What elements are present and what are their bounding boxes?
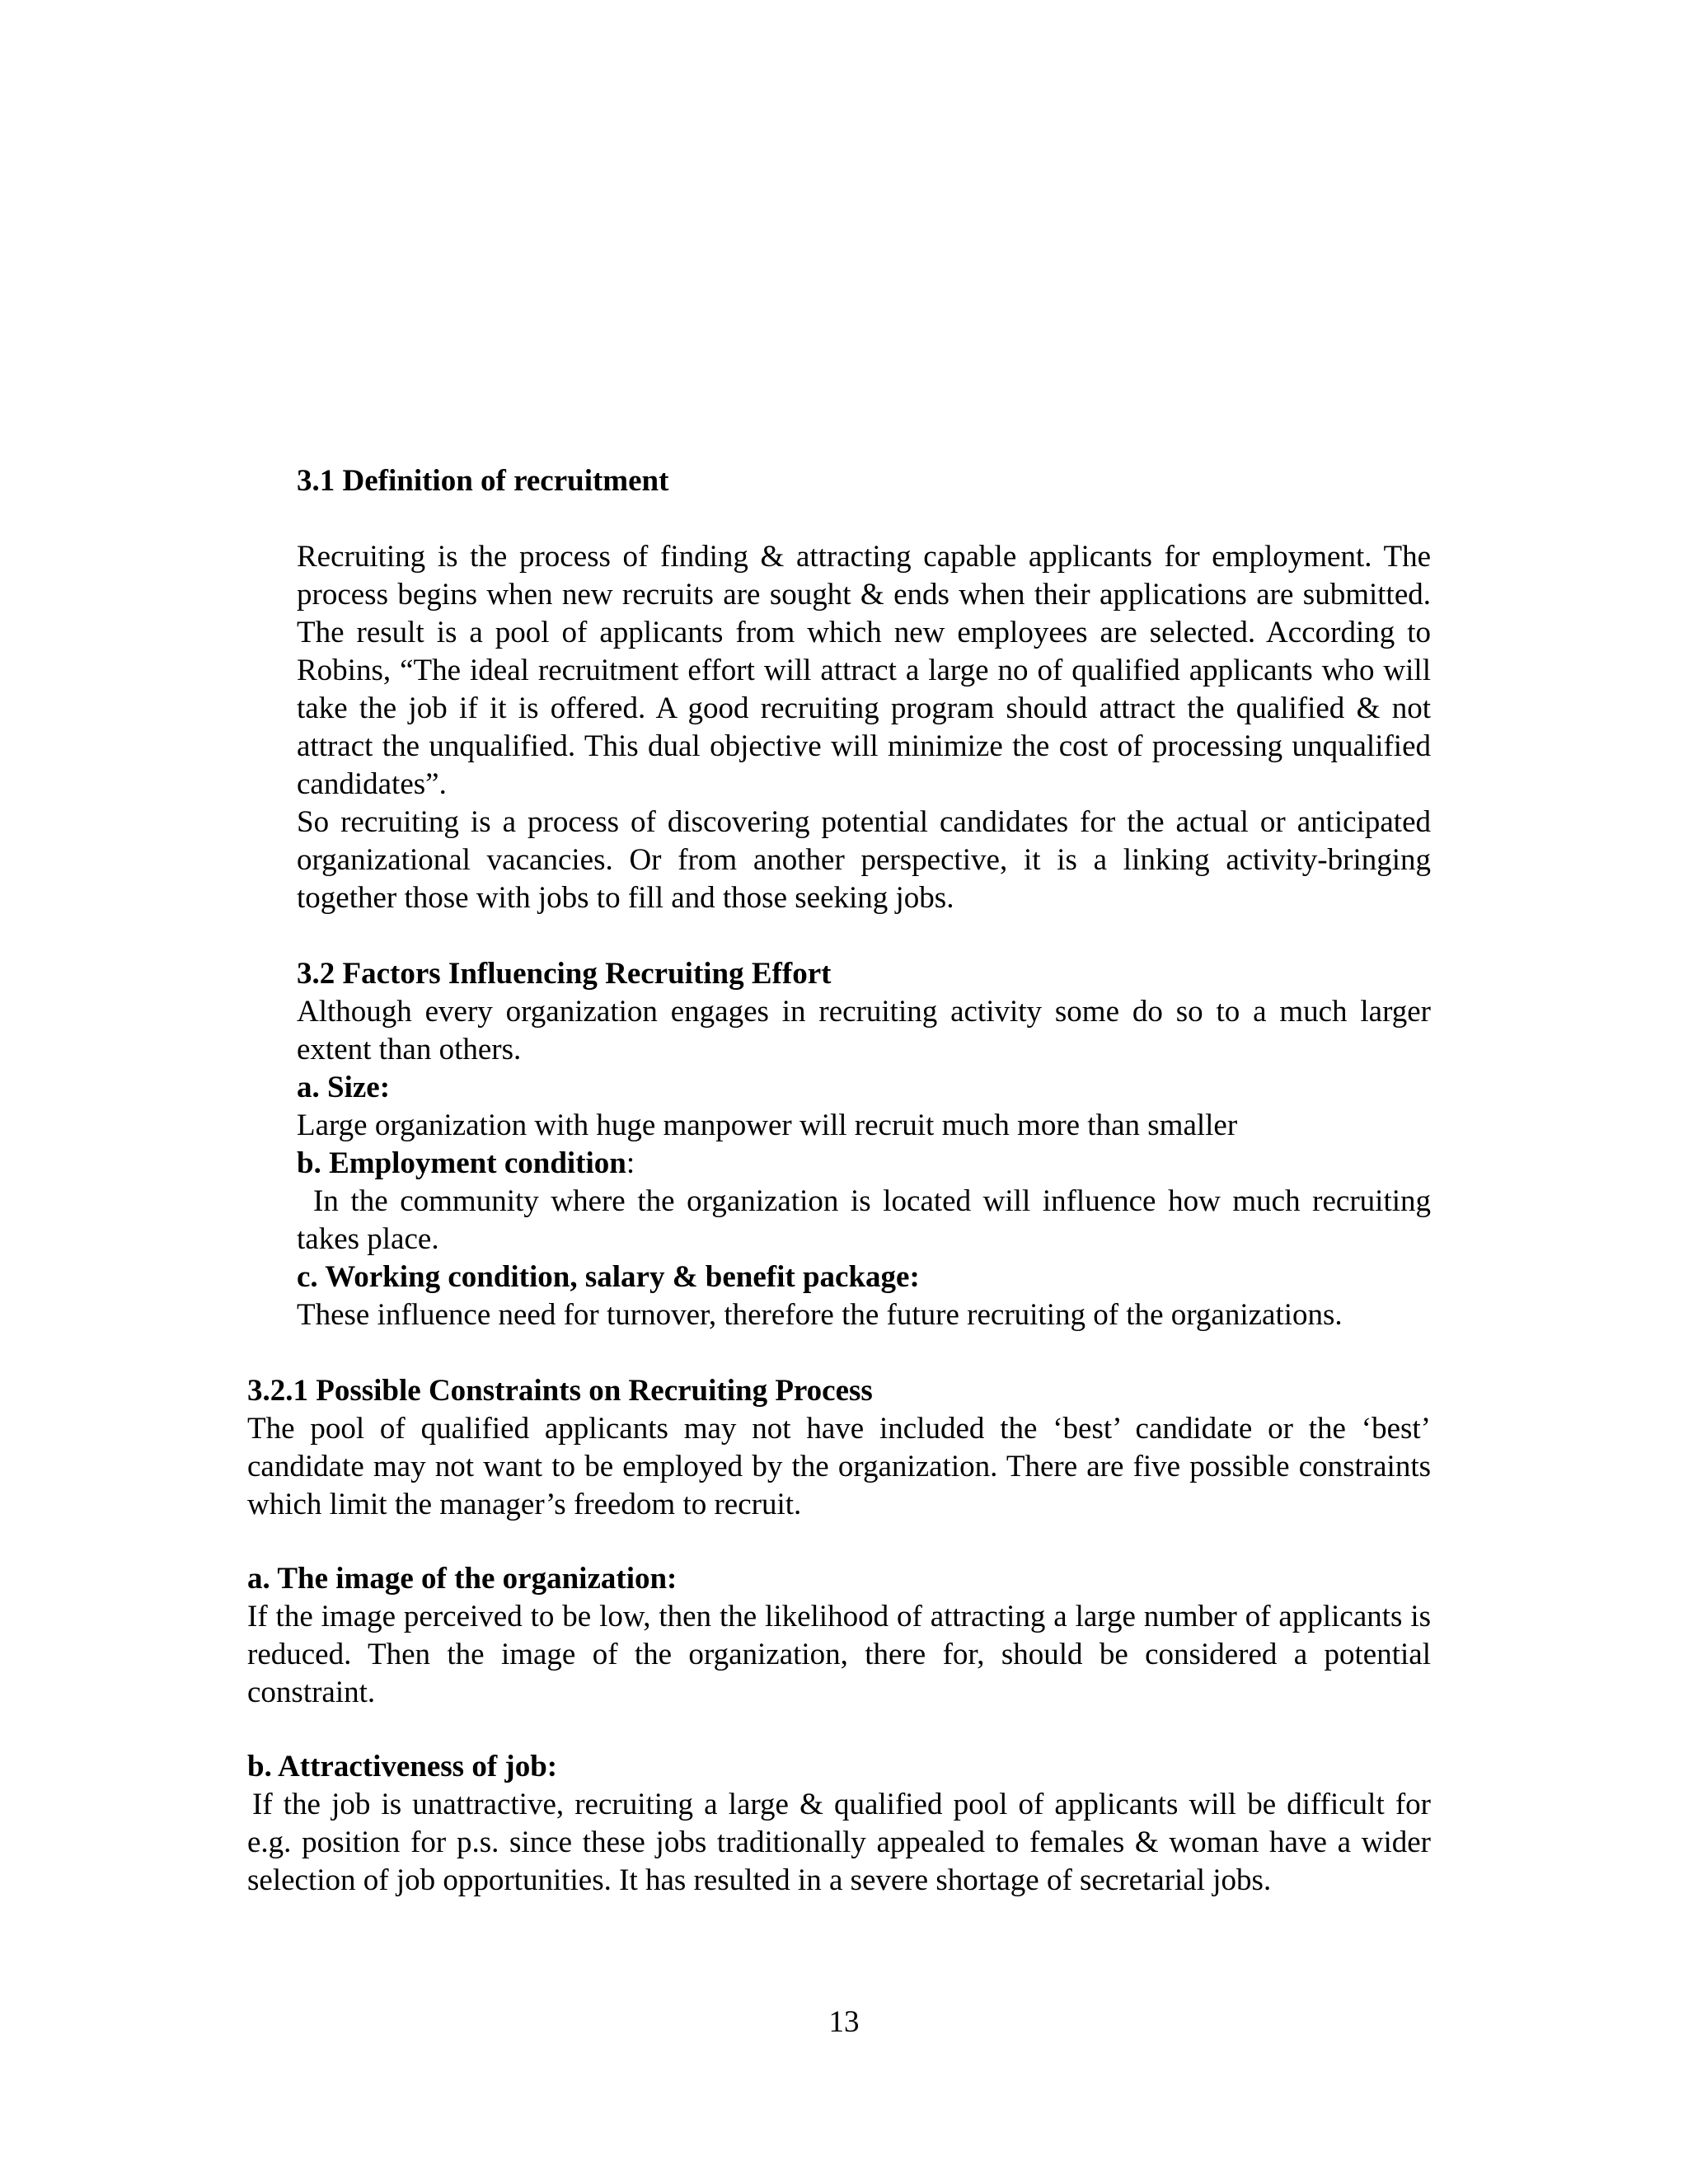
heading-image-of-organization: a. The image of the organization: (247, 1562, 678, 1596)
paragraph-image-of-organization: If the image perceived to be low, then the likelihood of attracting a large number of applicants is reduced. Then the image of the organization, there for, should be considered a potential constraint. (247, 1600, 1431, 1709)
heading-possible-constraints: 3.2.1 Possible Constraints on Recruiting Process (247, 1374, 873, 1408)
paragraph-constraints-intro: The pool of qualified applicants may not have included the ‘best’ candidate or the ‘best’ candidate may not want to be employed by the organization. There are five possible constraints which limit the manager’s freedom to recruit. (247, 1412, 1431, 1521)
employment-condition-label: b. Employment condition (297, 1146, 626, 1180)
paragraph-employment-condition: In the community where the organization is located will influence how much recruiting takes place. (297, 1184, 1431, 1256)
paragraph-attractiveness-of-job: If the job is unattractive, recruiting a large & qualified pool of applicants will be difficult for e.g. position for p.s. since these jobs traditionally appealed to females & woman have a wider selection of job opportunities. It has resulted in a severe shortage of secretarial jobs. (247, 1788, 1431, 1897)
page-number: 13 (828, 2005, 860, 2039)
heading-size: a. Size: (297, 1071, 391, 1104)
heading-attractiveness-of-job: b. Attractiveness of job: (247, 1750, 558, 1783)
paragraph-recruiting-process: So recruiting is a process of discovering potential candidates for the actual or anticipated organizational vacancies. Or from another perspective, it is a linking activity-bringing together those with jobs to fill and those seeking jobs. (297, 805, 1431, 915)
paragraph-definition: Recruiting is the process of finding & attracting capable applicants for employment. The process begins when new recruits are sought & ends when their applications are submitted. The result is a pool of applicants from which new employees are selected. According to Robins, “The ideal recruitment effort will attract a large no of qualified applicants who will take the job if it is offered. A good recruiting program should attract the qualified & not attract the unqualified. This dual objective will minimize the cost of processing unqualified candidates”. (297, 540, 1431, 801)
paragraph-size: Large organization with huge manpower will recruit much more than smaller (297, 1108, 1238, 1142)
paragraph-factors-intro: Although every organization engages in recruiting activity some do so to a much larger extent than others. (297, 995, 1431, 1066)
heading-employment-condition (297, 1145, 1431, 1183)
heading-factors-influencing: 3.2 Factors Influencing Recruiting Effort (297, 957, 832, 991)
heading-working-condition: c. Working condition, salary & benefit package: (297, 1260, 920, 1294)
paragraph-working-condition: These influence need for turnover, therefore the future recruiting of the organizations. (297, 1298, 1343, 1332)
employment-condition-colon: : (626, 1146, 635, 1180)
heading-definition-of-recruitment: 3.1 Definition of recruitment (297, 464, 669, 498)
sections-3-1-and-3-2 (297, 462, 1431, 1334)
section-3-2-1 (247, 1372, 1431, 1900)
